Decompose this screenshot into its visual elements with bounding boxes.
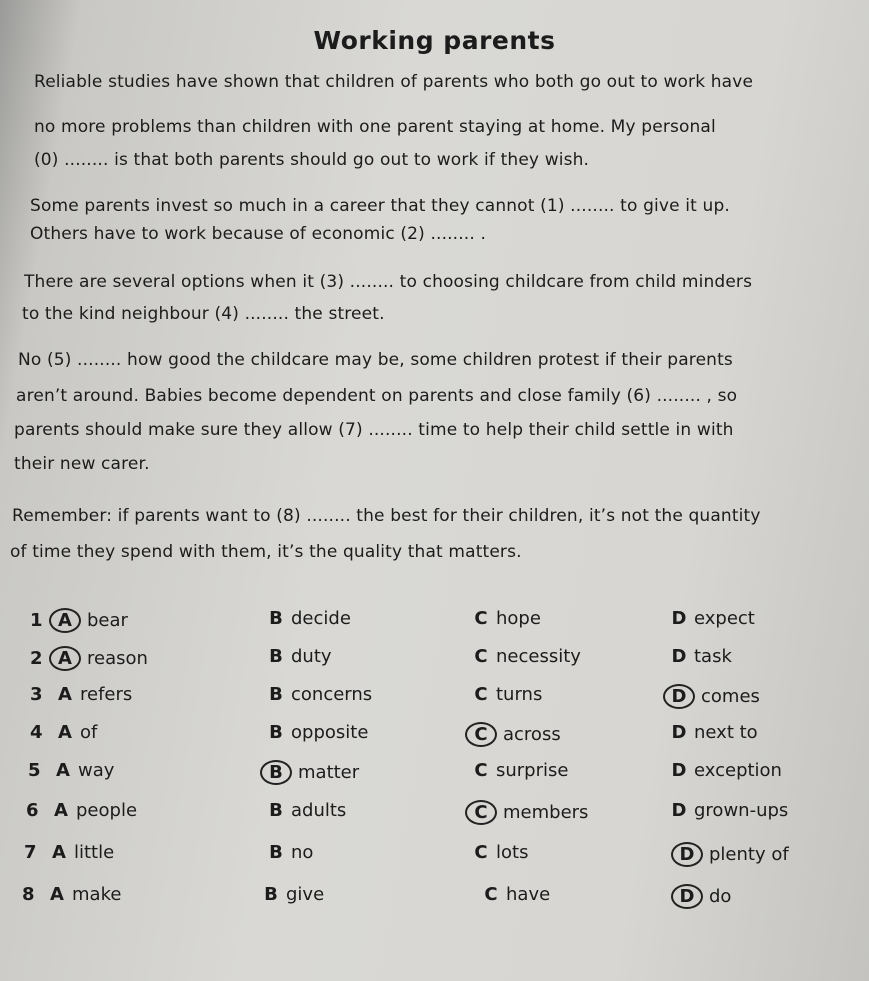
option-letter-c: C <box>474 684 488 705</box>
question-number: 4 <box>30 722 43 743</box>
option-d-text: do <box>709 886 732 907</box>
question-number: 5 <box>28 760 41 781</box>
option-letter-c: C <box>474 608 488 629</box>
option-letter-d: D <box>671 800 687 821</box>
passage-line: There are several options when it (3) ........ to choosing childcare from child minders <box>24 272 753 292</box>
passage-line: No (5) ........ how good the childcare may be, some children protest if their parents <box>18 350 733 370</box>
option-letter-a: A <box>58 684 72 705</box>
option-a-text: people <box>76 800 138 821</box>
option-c-text: necessity <box>496 646 581 667</box>
option-letter-a: A <box>50 884 64 905</box>
option-b-text: concerns <box>291 684 373 705</box>
option-letter-b: B <box>264 884 278 905</box>
option-c-text: surprise <box>496 760 569 781</box>
option-d-text: exception <box>694 760 782 781</box>
option-letter-a: A <box>52 842 66 863</box>
option-letter-a: A <box>49 646 81 671</box>
option-a-text: reason <box>87 648 148 669</box>
option-b-text: decide <box>291 608 351 629</box>
question-number: 3 <box>30 684 43 705</box>
option-d-text: expect <box>694 608 755 629</box>
option-b-text: matter <box>298 762 360 783</box>
passage-line: Some parents invest so much in a career that they cannot (1) ........ to give it up. <box>30 196 730 216</box>
option-letter-c: C <box>474 646 488 667</box>
option-letter-b: B <box>269 684 283 705</box>
option-letter-d: D <box>671 646 687 667</box>
question-number: 2 <box>30 648 43 669</box>
option-letter-c: C <box>465 800 497 825</box>
passage-line: parents should make sure they allow (7) ........ time to help their child settle in with <box>14 420 734 440</box>
option-letter-a: A <box>56 760 70 781</box>
option-a-text: make <box>72 884 122 905</box>
option-letter-d: D <box>671 884 703 909</box>
option-a-text: bear <box>87 610 128 631</box>
question-number: 7 <box>24 842 37 863</box>
option-letter-b: B <box>269 800 283 821</box>
option-d-text: grown-ups <box>694 800 789 821</box>
option-letter-b: B <box>260 760 292 785</box>
option-letter-a: A <box>54 800 68 821</box>
option-b-text: duty <box>291 646 332 667</box>
option-d-text: next to <box>694 722 758 743</box>
option-letter-a: A <box>49 608 81 633</box>
option-letter-d: D <box>671 842 703 867</box>
passage-line: of time they spend with them, it’s the quality that matters. <box>10 542 522 562</box>
option-a-text: of <box>80 722 98 743</box>
option-c-text: across <box>503 724 561 745</box>
option-c-text: have <box>506 884 551 905</box>
passage-line: (0) ........ is that both parents should go out to work if they wish. <box>34 150 590 170</box>
question-number: 8 <box>22 884 35 905</box>
option-b-text: opposite <box>291 722 369 743</box>
option-d-text: plenty of <box>709 844 789 865</box>
option-a-text: refers <box>80 684 133 705</box>
option-letter-c: C <box>474 842 488 863</box>
passage-line: Reliable studies have shown that children of parents who both go out to work have <box>34 72 754 92</box>
option-b-text: no <box>291 842 314 863</box>
option-c-text: hope <box>496 608 541 629</box>
question-number: 1 <box>30 610 43 631</box>
passage-line: Remember: if parents want to (8) ........ the best for their children, it’s not the quantity <box>12 506 761 526</box>
passage-line: aren’t around. Babies become dependent on parents and close family (6) ........ , so <box>16 386 738 406</box>
option-letter-b: B <box>269 646 283 667</box>
option-b-text: give <box>286 884 325 905</box>
option-letter-b: B <box>269 608 283 629</box>
passage-line: their new carer. <box>14 454 150 474</box>
option-letter-d: D <box>671 608 687 629</box>
option-a-text: little <box>74 842 115 863</box>
option-d-text: comes <box>701 686 760 707</box>
option-letter-b: B <box>269 722 283 743</box>
option-b-text: adults <box>291 800 347 821</box>
option-a-text: way <box>78 760 115 781</box>
option-letter-b: B <box>269 842 283 863</box>
option-letter-a: A <box>58 722 72 743</box>
option-c-text: lots <box>496 842 529 863</box>
option-d-text: task <box>694 646 732 667</box>
page-title: Working parents <box>313 26 556 55</box>
option-letter-d: D <box>671 760 687 781</box>
option-letter-c: C <box>474 760 488 781</box>
passage-line: to the kind neighbour (4) ........ the street. <box>22 304 385 324</box>
option-letter-c: C <box>465 722 497 747</box>
option-letter-d: D <box>663 684 695 709</box>
passage-line: no more problems than children with one parent staying at home. My personal <box>34 117 716 137</box>
option-c-text: turns <box>496 684 543 705</box>
option-letter-d: D <box>671 722 687 743</box>
question-number: 6 <box>26 800 39 821</box>
option-letter-c: C <box>484 884 498 905</box>
passage-line: Others have to work because of economic (2) ........ . <box>30 224 486 244</box>
option-c-text: members <box>503 802 589 823</box>
